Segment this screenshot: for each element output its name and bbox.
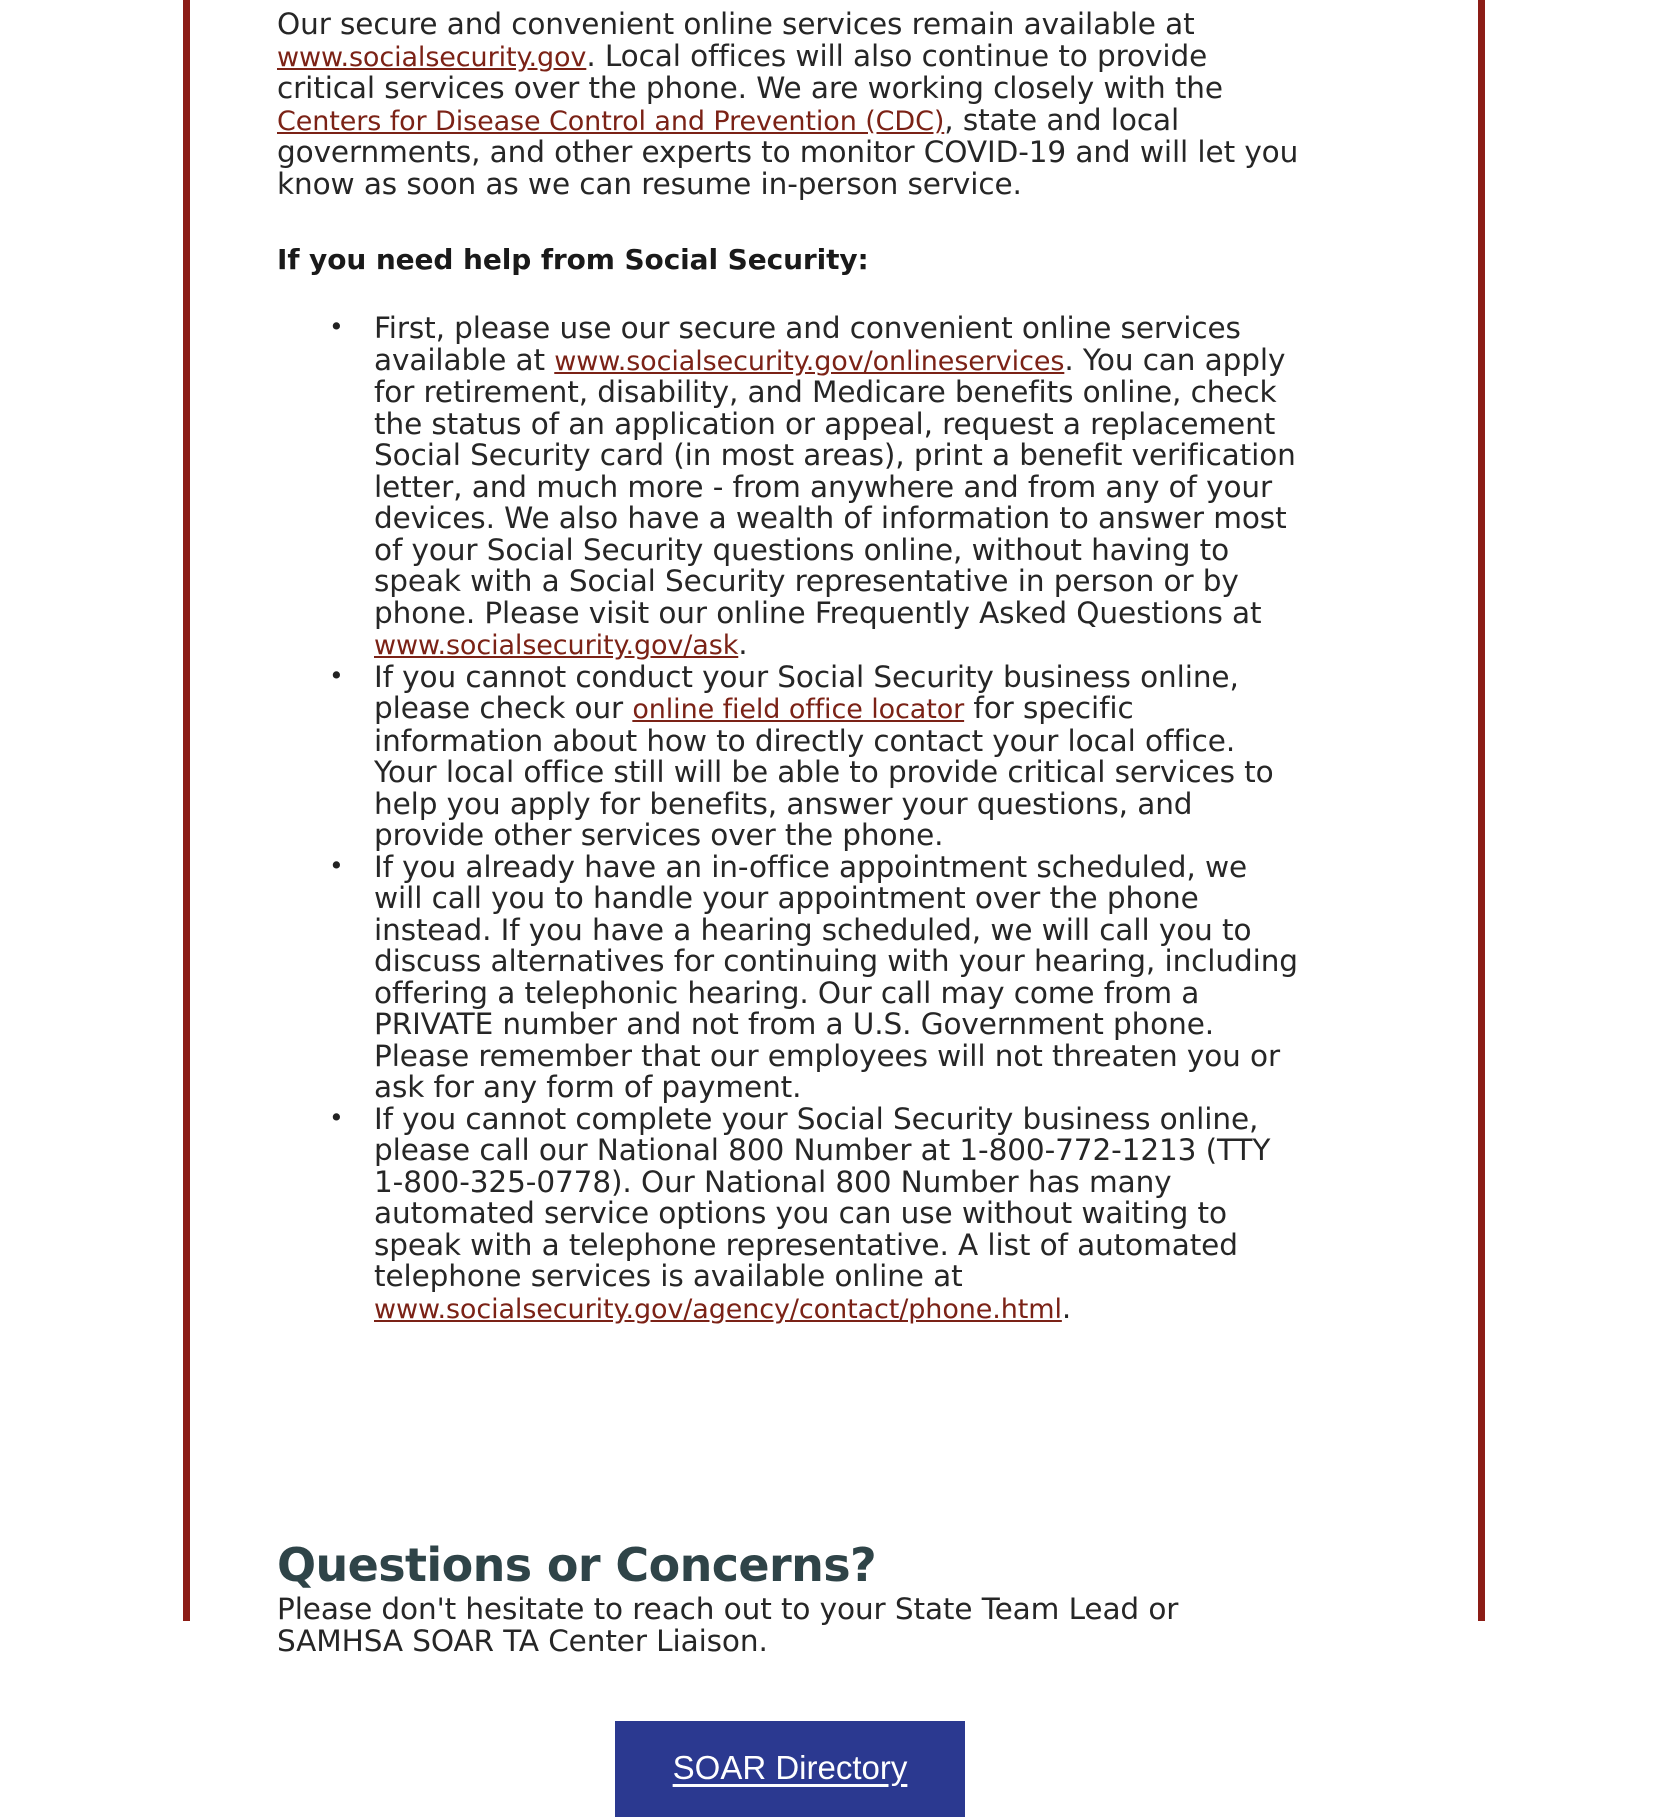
cta-container	[277, 1657, 1303, 1817]
list-item	[277, 849, 1303, 1104]
list-item	[277, 659, 1303, 852]
bullet-4-segment-1: If you cannot complete your Social Security business online, please call our National 800 Number at 1-800-772-1213 (TTY 1-800-325-0778). Our National 800 Number has many automated service options you can use without waiting to speak with a telephone representative. A list of automated telephone services is available online at	[374, 1101, 1271, 1293]
link-socialsecurity-gov[interactable]: www.socialsecurity.gov	[277, 41, 587, 73]
bullet-2-segment-1: If you cannot conduct your Social Security business online, please check our	[374, 659, 1239, 725]
intro-text-segment-2: . Local offices will also continue to provide critical services over the phone. We are working closely with the	[277, 38, 1223, 105]
lead-in-heading: If you need help from Social Security:	[277, 243, 869, 276]
link-agency-contact-phone[interactable]: www.socialsecurity.gov/agency/contact/phone.html	[374, 1293, 1062, 1325]
link-ask[interactable]: www.socialsecurity.gov/ask	[374, 630, 739, 661]
bullet-2-segment-2: for specific information about how to directly contact your local office. Your local office still will be able to provide critical services to help you apply for benefits, answer your questions, and provide other services over the phone.	[374, 691, 1274, 852]
bullet-3-segment-1: If you already have an in-office appointment scheduled, we will call you to handle your appointment over the phone instead. If you have a hearing scheduled, we will call you to discuss alternatives for continuing with your hearing, including offering a telephonic hearing. Our call may come from a PRIVATE number and not from a U.S. Government phone. Please remember that our employees will not threaten you or ask for any form of payment.	[374, 849, 1298, 1104]
bullet-1-segment-1: First, please use our secure and convenient online services available at	[374, 311, 1241, 377]
intro-text-segment-1: Our secure and convenient online services remain available at	[277, 7, 1195, 41]
intro-paragraph	[277, 0, 1303, 200]
intro-text-segment-3: , state and local governments, and other experts to monitor COVID-19 and will let you know as soon as we can resume in-person service.	[277, 102, 1299, 201]
link-cdc[interactable]: Centers for Disease Control and Prevention (CDC)	[277, 105, 945, 137]
help-bullet-list	[277, 275, 1303, 1325]
bullet-4-segment-2: .	[1061, 1290, 1072, 1325]
page-title: Questions or Concerns?	[277, 1538, 877, 1592]
list-item	[277, 313, 1303, 662]
link-field-office-locator[interactable]: online field office locator	[632, 694, 965, 725]
soar-directory-button-label: SOAR Directory	[672, 1749, 908, 1786]
soar-directory-button[interactable]	[615, 1721, 966, 1817]
email-content-column	[277, 0, 1303, 1817]
closing-section	[277, 1325, 1303, 1657]
link-onlineservices[interactable]: www.socialsecurity.gov/onlineservices	[554, 345, 1065, 377]
bullet-1-segment-2: . You can apply for retirement, disability, and Medicare benefits online, check the status of an application or appeal, request a replacement Social Security card (in most areas), print a benefit verification letter, and much more - from anywhere and from any of your devices. We also have a wealth of information to answer most of your Social Security questions online, without having to speak with a Social Security representative in person or by phone. Please visit our online Frequently Asked Questions at	[374, 342, 1296, 630]
bullet-1-segment-3: .	[738, 627, 748, 661]
closing-paragraph: Please don't hesitate to reach out to your State Team Lead or SAMHSA SOAR TA Center Liaison.	[277, 1592, 1179, 1658]
email-body-frame	[183, 0, 1485, 1786]
list-item	[277, 1101, 1303, 1326]
